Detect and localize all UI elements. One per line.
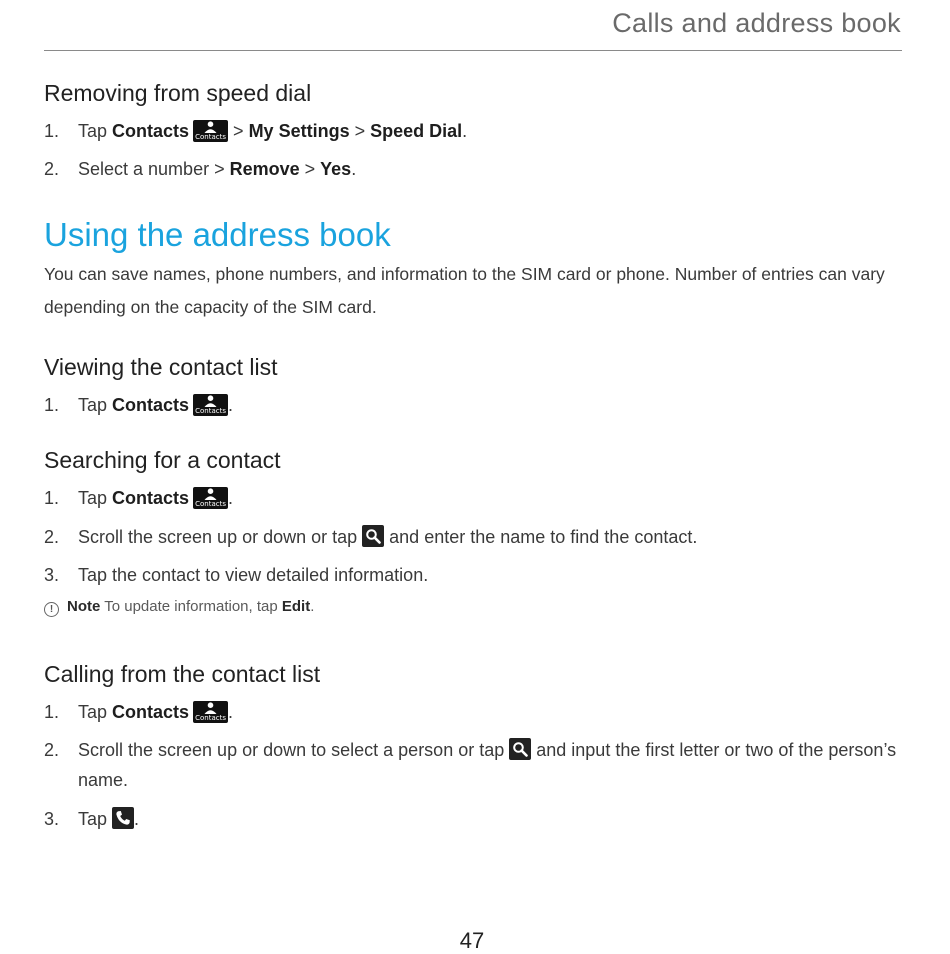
step-number: 3. [44, 809, 60, 829]
heading-removing-speed-dial: Removing from speed dial [44, 80, 312, 106]
step-number: 1. [44, 702, 60, 722]
step-text: . [228, 488, 234, 508]
speed-dial-keyword: Speed Dial [370, 121, 463, 141]
search-icon [362, 525, 384, 547]
edit-keyword: Edit [281, 598, 311, 615]
step-number: 2. [44, 527, 60, 547]
step-text: . [134, 809, 140, 829]
note-label: Note [67, 598, 101, 615]
step-text: . [228, 395, 234, 415]
step-text: Tap [78, 121, 113, 141]
step-text: and enter the name to find the contact. [384, 527, 698, 547]
step-text: . [462, 121, 468, 141]
my-settings-keyword: My Settings [248, 121, 350, 141]
contacts-keyword: Contacts [112, 488, 190, 508]
step-text: Select a number > [78, 159, 230, 179]
running-header: Calls and address book [612, 8, 901, 38]
search-icon [509, 738, 531, 760]
heading-calling-contact-list: Calling from the contact list [44, 661, 321, 687]
step-text: Tap [78, 488, 113, 508]
contacts-icon: Contacts [193, 701, 228, 723]
remove-keyword: Remove [229, 159, 300, 179]
contacts-icon: Contacts [193, 487, 228, 509]
step-text: Tap the contact to view detailed information. [78, 565, 429, 585]
heading-searching-contact: Searching for a contact [44, 447, 281, 473]
contacts-keyword: Contacts [112, 395, 190, 415]
searching-step-2 [44, 522, 914, 552]
searching-step-3 [44, 560, 914, 590]
contacts-keyword: Contacts [112, 121, 190, 141]
viewing-step-1 [44, 390, 914, 420]
calling-step-1 [44, 697, 914, 727]
step-number: 2. [44, 740, 60, 760]
step-number: 1. [44, 395, 60, 415]
step-text: . [228, 702, 234, 722]
contacts-icon: Contacts [193, 120, 228, 142]
note-text: . [310, 598, 315, 615]
speed-dial-step-2 [44, 154, 914, 184]
step-text: and input the first letter or two of the person’s name. [78, 740, 897, 790]
step-number: 2. [44, 159, 60, 179]
heading-using-address-book: Using the address book [44, 216, 391, 253]
calling-step-3 [44, 804, 914, 834]
yes-keyword: Yes [320, 159, 352, 179]
separator: > [299, 159, 321, 179]
step-text: . [351, 159, 357, 179]
page-number: 47 [459, 928, 485, 953]
note [44, 598, 314, 617]
searching-step-1 [44, 483, 914, 513]
exclamation-circle-icon: ! [44, 602, 59, 617]
phone-icon [112, 807, 134, 829]
step-text: Tap [78, 809, 113, 829]
step-number: 1. [44, 121, 60, 141]
contacts-icon: Contacts [193, 394, 228, 416]
speed-dial-step-1 [44, 116, 914, 146]
separator: > [349, 121, 371, 141]
step-text: Tap [78, 395, 113, 415]
separator: > [228, 121, 249, 141]
header-divider [44, 50, 902, 51]
heading-viewing-contact-list: Viewing the contact list [44, 354, 278, 380]
contacts-keyword: Contacts [112, 702, 190, 722]
step-text: Tap [78, 702, 113, 722]
calling-step-2 [44, 735, 914, 795]
step-text: Scroll the screen up or down to select a person or tap [78, 740, 510, 760]
step-number: 3. [44, 565, 60, 585]
address-book-intro: You can save names, phone numbers, and information to the SIM card or phone. Number of entries can vary depending on the capacity of the SIM card. [44, 264, 885, 317]
step-text: Scroll the screen up or down or tap [78, 527, 363, 547]
step-number: 1. [44, 488, 60, 508]
note-text: To update information, tap [100, 598, 282, 615]
